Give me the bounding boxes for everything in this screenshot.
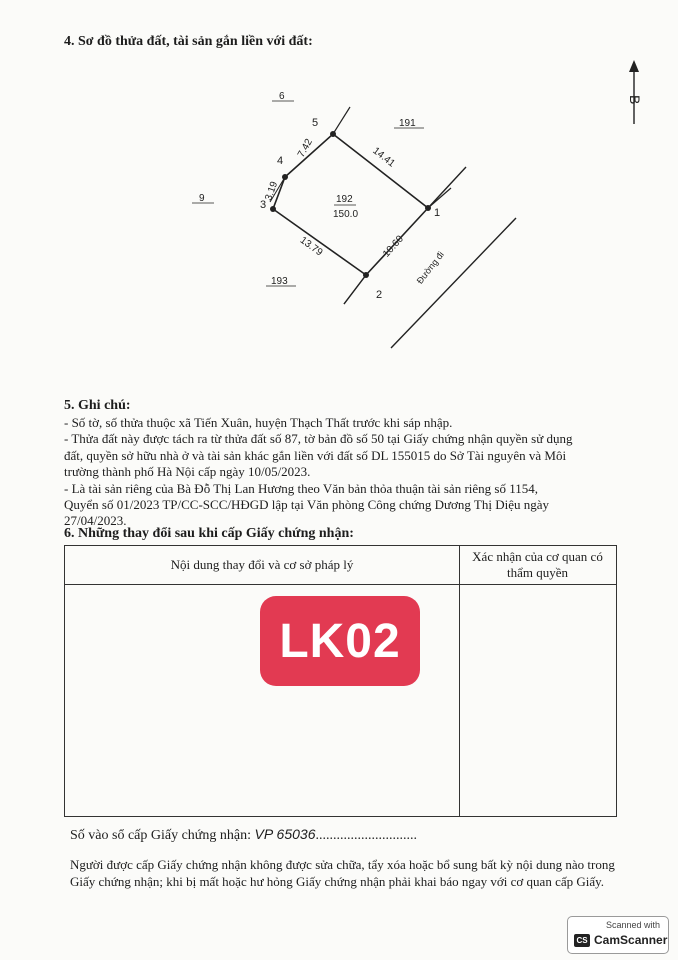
vertex-2 (363, 272, 369, 278)
note-line: trường thành phố Hà Nội cấp ngày 10/05/2023. (64, 464, 311, 480)
parcel-area: 150.0 (333, 209, 359, 220)
note-line: - Thửa đất này được tách ra từ thửa đất số 87, tờ bản đồ số 50 tại Giấy chứng nhận quyền sử dụng (64, 431, 573, 447)
neighbor-9: 9 (199, 193, 205, 204)
note-line: - Là tài sản riêng của Bà Đỗ Thị Lan Hương theo Văn bản thỏa thuận tài sản riêng số 1154, (64, 480, 538, 496)
section-5-title: 5. Ghi chú: (64, 398, 131, 413)
vertex-label-2: 2 (376, 289, 383, 301)
section-4-title: 4. Sơ đồ thửa đất, tài sản gắn liền với đất: (64, 34, 313, 49)
camscanner-name: CamScanner (594, 933, 668, 947)
neighbor-191: 191 (399, 118, 416, 129)
neighbor-193: 193 (271, 276, 288, 287)
col-header-confirmation: Xác nhận của cơ quan có thẩm quyền (472, 549, 603, 580)
lot-badge: LK02 (260, 596, 420, 686)
registry-label: Số vào sổ cấp Giấy chứng nhận: (70, 828, 251, 843)
road-line-upper (428, 167, 466, 208)
warning-line-1: Người được cấp Giấy chứng nhận không được sửa chữa, tẩy xóa hoặc bổ sung bất kỳ nội dung nào trong (70, 857, 615, 872)
edge-length-5-1: 14.41 (370, 145, 397, 170)
col-header-content: Nội dung thay đổi và cơ sở pháp lý (170, 557, 354, 572)
section-6-title: 6. Những thay đổi sau khi cấp Giấy chứng nhận: (64, 526, 354, 541)
vertex-3 (270, 206, 276, 212)
camscanner-caption: Scanned with (605, 920, 660, 930)
note-line: Quyển số 01/2023 TP/CC-SCC/HĐGD lập tại Văn phòng Công chứng Dương Thị Diệu ngày (64, 497, 549, 513)
notes-block (64, 415, 624, 530)
vertex-label-3: 3 (260, 199, 267, 211)
warning-line-2: Giấy chứng nhận; khi bị mất hoặc hư hỏng Giấy chứng nhận phải khai báo ngay với cơ quan cấp Giấy. (70, 874, 605, 889)
road-line-lower (344, 275, 366, 304)
parcel-number: 192 (336, 194, 353, 205)
registry-number: VP 65036 (254, 826, 316, 842)
road-label: Đường đi (414, 249, 446, 286)
boundary-ext-5 (333, 107, 350, 134)
note-line: 27/04/2023. (64, 513, 127, 529)
edge-length-3-2: 13.79 (297, 234, 325, 259)
edge-length-3-4: 3.19 (263, 180, 281, 203)
edge-length-1-2: 10.60 (380, 233, 406, 260)
vertex-1 (425, 205, 431, 211)
vertex-4 (282, 174, 288, 180)
neighbor-6: 6 (279, 91, 285, 102)
note-line: - Số tờ, số thửa thuộc xã Tiến Xuân, huyện Thạch Thất trước khi sáp nhập. (64, 415, 453, 430)
vertex-label-1: 1 (434, 207, 441, 219)
north-label: B (627, 95, 643, 105)
vertex-5 (330, 131, 336, 137)
vertex-label-4: 4 (277, 155, 284, 167)
warning-text (70, 856, 630, 890)
parcel-diagram (0, 50, 678, 410)
edge-length-4-5: 7.42 (295, 137, 315, 160)
camscanner-watermark (567, 916, 669, 954)
registry-line (70, 826, 417, 844)
north-arrow-icon (629, 60, 639, 124)
note-line: đất, quyền sở hữu nhà ở và tài sản khác gắn liền với đất số DL 155015 do Sở Tài nguyên và Môi (64, 447, 567, 463)
camscanner-logo-icon: CS (574, 934, 590, 947)
registry-dots: ............................. (315, 828, 417, 843)
vertex-label-5: 5 (312, 117, 319, 129)
table-divider (459, 546, 460, 816)
road-edge (391, 218, 516, 348)
